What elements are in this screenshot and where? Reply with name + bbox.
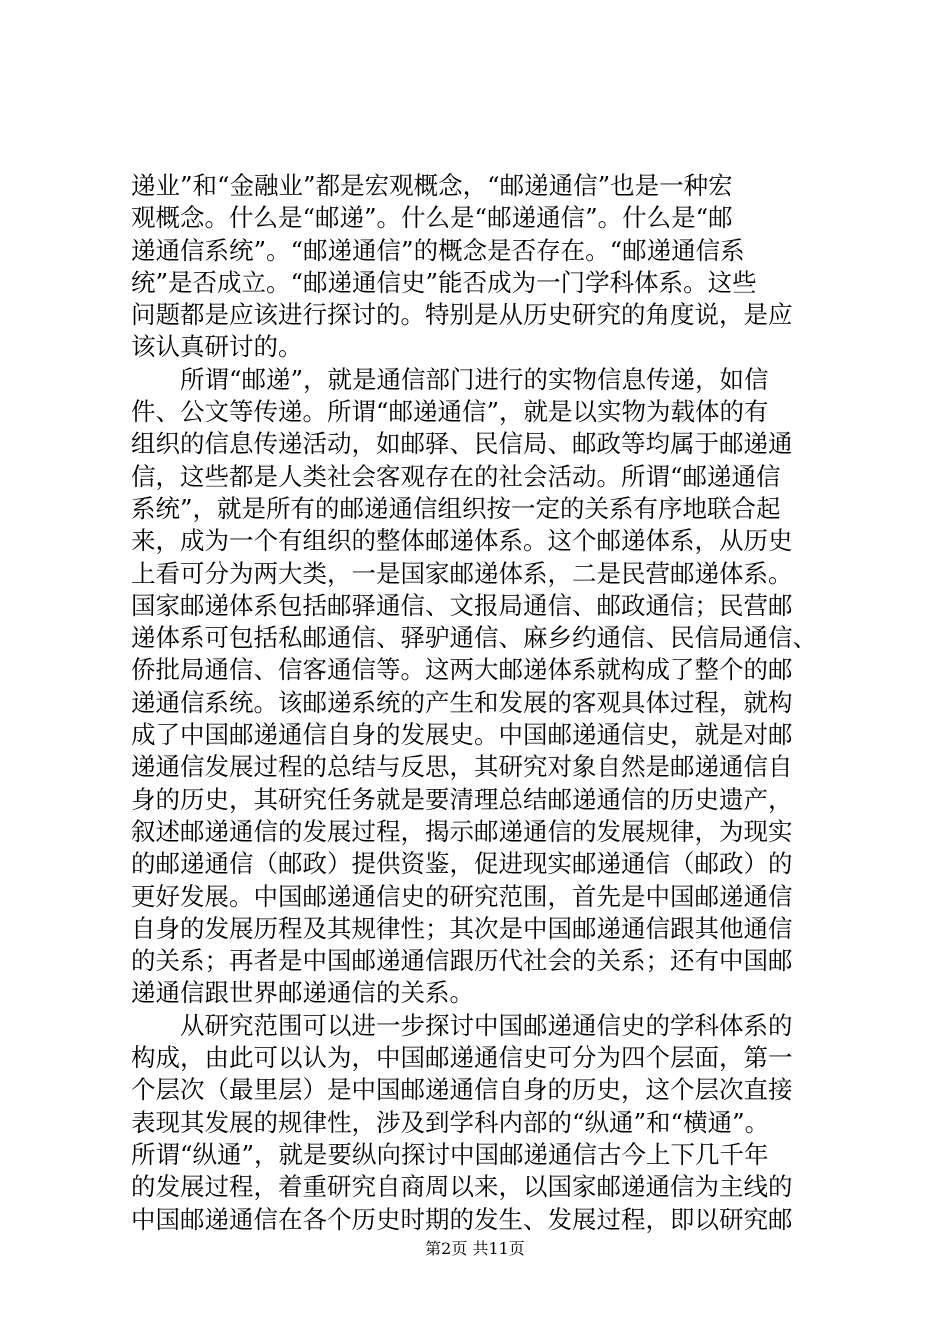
- text-line: 件、公文等传递。所谓“邮递通信”，就是以实物为载体的有: [131, 397, 769, 427]
- text-line: 所谓“纵通”，就是要纵向探讨中国邮递通信古今上下几千年: [131, 1139, 769, 1169]
- text-line: 上看可分为两大类，一是国家邮递体系，二是民营邮递体系。: [131, 558, 793, 588]
- text-line: 叙述邮递通信的发展过程，揭示邮递通信的发展规律，为现实: [131, 816, 793, 846]
- text-line: 该认真研讨的。: [131, 332, 303, 362]
- text-line: 侨批局通信、信客通信等。这两大邮递体系就构成了整个的邮: [131, 655, 793, 685]
- text-line: 递通信系统。该邮递系统的产生和发展的客观具体过程，就构: [131, 687, 793, 717]
- body-text: [131, 170, 831, 1236]
- text-line: 统”是否成立。“邮递通信史”能否成为一门学科体系。这些: [131, 267, 757, 297]
- text-line: 所谓“邮递”，就是通信部门进行的实物信息传递，如信: [131, 364, 769, 394]
- page-indicator: 第2页 共11页: [425, 1239, 525, 1258]
- text-line: 成了中国邮递通信自身的发展史。中国邮递通信史，就是对邮: [131, 720, 793, 750]
- text-line: 观概念。什么是“邮递”。什么是“邮递通信”。什么是“邮: [131, 203, 733, 233]
- text-line: 系统”，就是所有的邮递通信组织按一定的关系有序地联合起: [131, 493, 781, 523]
- text-line: 递通信跟世界邮递通信的关系。: [131, 978, 474, 1008]
- page-footer: [0, 1238, 950, 1260]
- text-line: 个层次（最里层）是中国邮递通信自身的历史，这个层次直接: [131, 1075, 793, 1105]
- text-line: 递通信发展过程的总结与反思，其研究对象自然是邮递通信自: [131, 752, 793, 782]
- text-line: 自身的发展历程及其规律性；其次是中国邮递通信跟其他通信: [131, 913, 793, 943]
- text-line: 问题都是应该进行探讨的。特别是从历史研究的角度说，是应: [131, 300, 793, 330]
- text-line: 身的历史，其研究任务就是要清理总结邮递通信的历史遗产，: [131, 784, 793, 814]
- text-line: 表现其发展的规律性，涉及到学科内部的“纵通”和“横通”。: [131, 1107, 770, 1137]
- text-line: 递体系可包括私邮通信、驿驴通信、麻乡约通信、民信局通信、: [131, 623, 817, 653]
- text-line: 构成，由此可以认为，中国邮递通信史可分为四个层面，第一: [131, 1043, 793, 1073]
- text-line: 递通信系统”。“邮递通信”的概念是否存在。“邮递通信系: [131, 235, 745, 265]
- text-line: 递业”和“金融业”都是宏观概念，“邮递通信”也是一种宏: [131, 171, 733, 200]
- text-line: 的发展过程，着重研究自商周以来，以国家邮递通信为主线的: [131, 1172, 793, 1202]
- text-line: 中国邮递通信在各个历史时期的发生、发展过程，即以研究邮: [131, 1204, 793, 1234]
- text-line: 从研究范围可以进一步探讨中国邮递通信史的学科体系的: [131, 1010, 793, 1040]
- text-line: 来，成为一个有组织的整体邮递体系。这个邮递体系，从历史: [131, 526, 793, 556]
- text-line: 信，这些都是人类社会客观存在的社会活动。所谓“邮递通信: [131, 461, 781, 491]
- text-line: 更好发展。中国邮递通信史的研究范围，首先是中国邮递通信: [131, 881, 793, 911]
- text-line: 组织的信息传递活动，如邮驿、民信局、邮政等均属于邮递通: [131, 429, 793, 459]
- text-line: 的邮递通信（邮政）提供资鉴，促进现实邮递通信（邮政）的: [131, 849, 793, 879]
- text-line: 国家邮递体系包括邮驿通信、文报局通信、邮政通信；民营邮: [131, 590, 793, 620]
- text-line: 的关系；再者是中国邮递通信跟历代社会的关系；还有中国邮: [131, 946, 793, 976]
